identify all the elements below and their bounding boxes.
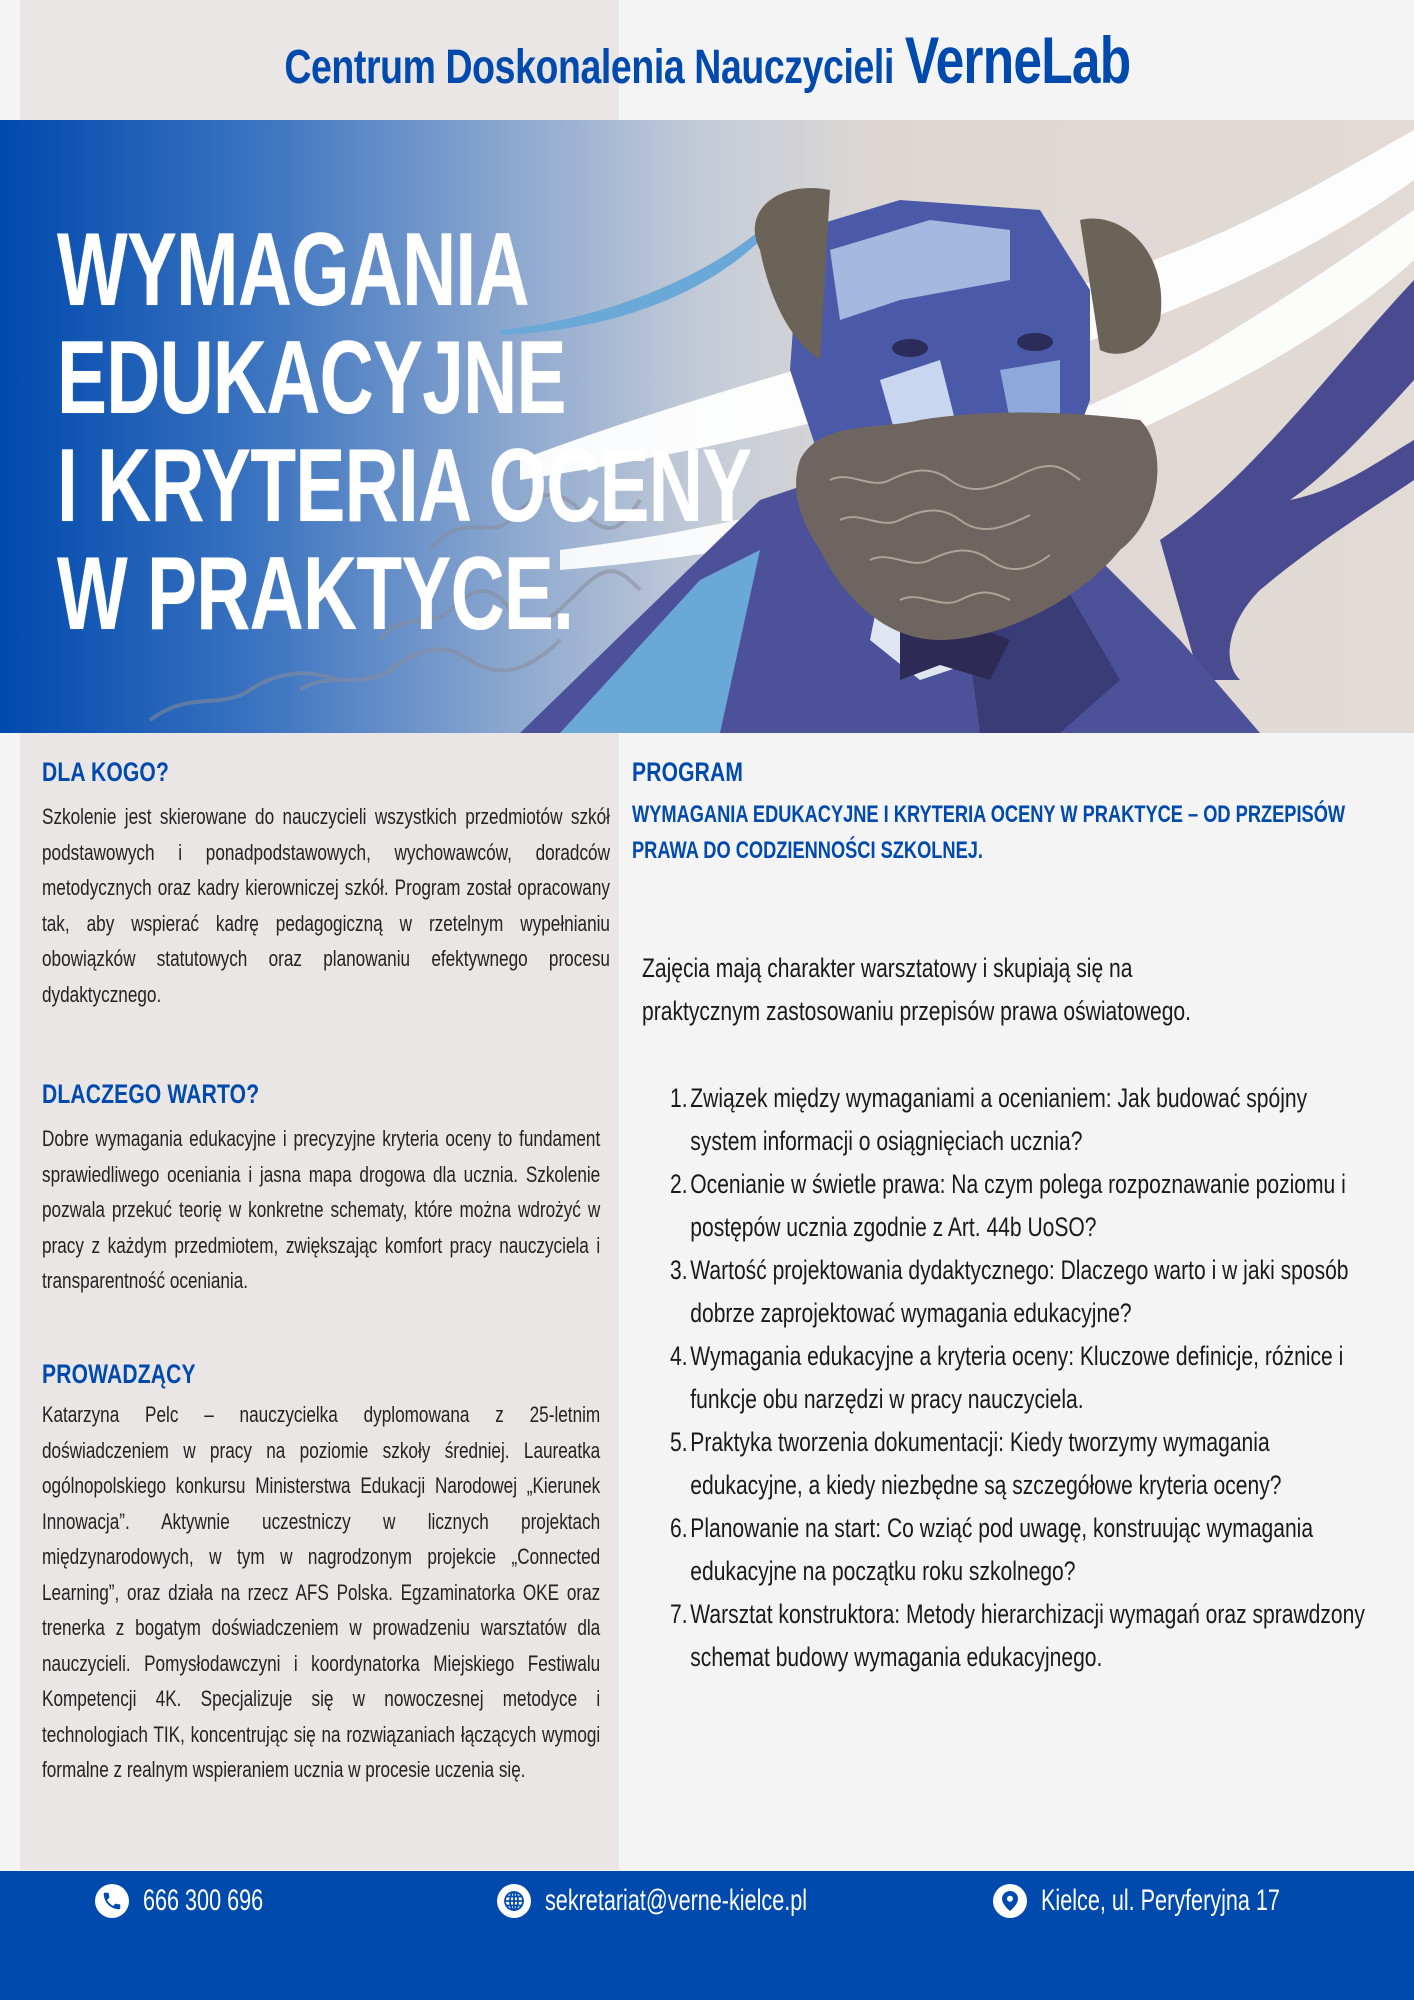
globe-icon (497, 1884, 531, 1918)
section-program (632, 755, 1392, 1672)
email-address: sekretariat@verne-kielce.pl (545, 1884, 808, 1917)
item-text: Praktyka tworzenia dokumentacji: Kiedy tworzymy wymagania edukacyjne, a kiedy niezbędne są szczegółowe kryteria oceny? (690, 1427, 1282, 1500)
page-header (0, 0, 1414, 120)
brand-logo-text: VerneLab (904, 23, 1131, 97)
program-item (670, 1507, 1370, 1593)
item-number: 5. (670, 1427, 688, 1457)
section-for-whom (42, 755, 610, 1012)
program-item (670, 1163, 1370, 1249)
section-text: Dobre wymagania edukacyjne i precyzyjne kryteria oceny to fundament sprawiedliwego oceniania i jasna mapa drogowa dla ucznia. Szkolenie pozwala przekuć teorię w konkretne schematy, które można wdrożyć w pracy z każdym przedmiotem, zwiększając komfort pracy nauczyciela i transparentność oceniania. (42, 1126, 601, 1293)
item-number: 7. (670, 1599, 688, 1629)
item-number: 4. (670, 1341, 688, 1371)
contact-footer (0, 1871, 1414, 2000)
section-heading: PROGRAM (632, 757, 744, 787)
item-text: Warsztat konstruktora: Metody hierarchizacji wymagań oraz sprawdzony schemat budowy wymagania edukacyjnego. (690, 1599, 1365, 1672)
program-item (670, 1077, 1370, 1163)
org-name: Centrum Doskonalenia Nauczycieli (283, 41, 894, 94)
item-number: 3. (670, 1255, 688, 1285)
program-list (670, 1077, 1370, 1679)
brand-title (284, 22, 1130, 98)
section-why (42, 1077, 610, 1299)
section-trainer (42, 1357, 610, 1788)
hero-title-line: EDUKACYJNE (57, 320, 566, 436)
hair (755, 188, 830, 360)
item-number: 1. (670, 1083, 688, 1113)
section-heading: DLA KOGO? (42, 757, 169, 787)
contact-email[interactable] (497, 1883, 909, 1919)
phone-icon (95, 1884, 129, 1918)
item-text: Ocenianie w świetle prawa: Na czym polega rozpoznawanie poziomu i postępów ucznia zgodnie z Art. 44b UoSO? (690, 1169, 1346, 1242)
program-subtitle: WYMAGANIA EDUKACYJNE I KRYTERIA OCENY W PRAKTYCE – OD PRZEPISÓW PRAWA DO CODZIENNOŚCI SZKOLNEJ. (632, 801, 1346, 864)
program-item (670, 1249, 1370, 1335)
right-column (632, 755, 1392, 1672)
program-item (670, 1593, 1370, 1679)
hero-title (57, 212, 752, 652)
item-text: Związek między wymaganiami a ocenianiem: Jak budować spójny system informacji o osiągnięciach ucznia? (690, 1083, 1308, 1156)
section-text: Katarzyna Pelc – nauczycielka dyplomowana z 25-letnim doświadczeniem w pracy na poziomie szkoły średniej. Laureatka ogólnopolskiego konkursu Ministerstwa Edukacji Narodowej „Kierunek Innowacja”. Aktywnie uczestniczy w licznych projektach międzynarodowych, w tym w nagrodzonym projekcie „Connected Learning”, oraz działa na rzecz AFS Polska. Egzaminatorka OKE oraz trenerka z bogatym doświadczeniem w prowadzeniu warsztatów dla nauczycieli. Pomysłodawczyni i koordynatorka Miejskiego Festiwalu Kompetencji 4K. Specjalizuje się w nowoczesnej metodyce i technologiach TIK, koncentrując się na rozwiązaniach łączących wymogi formalne z realnym wspieraniem ucznia w procesie uczenia się. (42, 1402, 601, 1782)
hero-banner (0, 120, 1414, 733)
left-column (42, 755, 610, 1782)
item-text: Planowanie na start: Co wziąć pod uwagę, konstruując wymagania edukacyjne na początku roku szkolnego? (690, 1513, 1314, 1586)
program-intro-text: Zajęcia mają charakter warsztatowy i skupiają się na praktycznym zastosowaniu przepisów prawa oświatowego. (642, 953, 1191, 1026)
item-text: Wartość projektowania dydaktycznego: Dlaczego warto i w jaki sposób dobrze zaprojektować wymagania edukacyjne? (690, 1255, 1349, 1328)
item-number: 6. (670, 1513, 688, 1543)
hero-title-line: W PRAKTYCE. (57, 536, 574, 652)
item-number: 2. (670, 1169, 688, 1199)
eye-right (1017, 333, 1053, 351)
phone-number: 666 300 696 (143, 1884, 264, 1917)
hero-title-line: WYMAGANIA (57, 212, 529, 328)
section-text: Szkolenie jest skierowane do nauczycieli wszystkich przedmiotów szkół podstawowych i ponadpodstawowych, wychowawców, doradców metodycznych oraz kadry kierowniczej szkół. Program został opracowany tak, aby wspierać kadrę pedagogiczną w rzetelnym wypełnianiu obowiązków statutowych oraz planowaniu efektywnego procesu dydaktycznego. (42, 804, 610, 1007)
address-text: Kielce, ul. Peryferyjna 17 (1041, 1884, 1280, 1917)
face-highlight (1000, 360, 1060, 420)
section-heading: PROWADZĄCY (42, 1359, 196, 1389)
eye-left (892, 339, 928, 357)
hero-title-line: I KRYTERIA OCENY (57, 428, 752, 544)
program-item (670, 1335, 1370, 1421)
contact-phone[interactable] (95, 1883, 310, 1919)
section-heading: DLACZEGO WARTO? (42, 1079, 260, 1109)
program-intro (642, 947, 1402, 1033)
contact-address[interactable] (993, 1883, 1373, 1919)
program-item (670, 1421, 1370, 1507)
location-pin-icon (993, 1884, 1027, 1918)
item-text: Wymagania edukacyjne a kryteria oceny: Kluczowe definicje, różnice i funkcje obu narzędzi w pracy nauczyciela. (690, 1341, 1344, 1414)
